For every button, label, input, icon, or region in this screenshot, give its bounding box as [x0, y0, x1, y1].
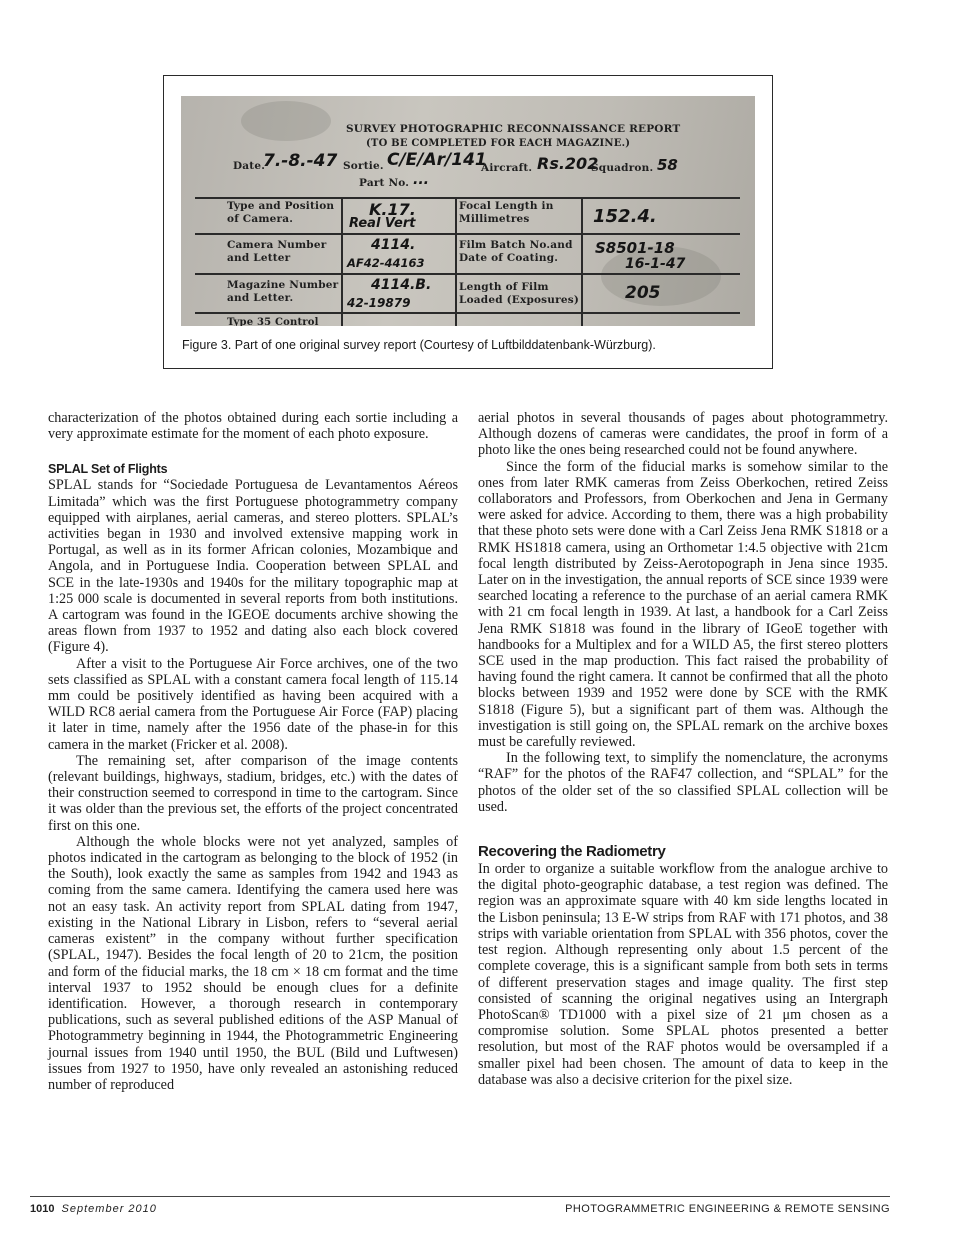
figure-caption: Figure 3. Part of one original survey report (Courtesy of Luftbilddatenbank-Würzburg). — [182, 338, 656, 352]
table-rule — [195, 233, 740, 235]
row1-label-line1: Type and Position — [227, 200, 335, 212]
table-rule — [341, 197, 343, 326]
row2-label-line1: Camera Number — [227, 239, 327, 251]
figure-3 — [163, 75, 773, 369]
section-heading-radiometry: Recovering the Radiometry — [478, 843, 666, 861]
row2-label3: Film Batch No.and — [459, 239, 573, 251]
squadron-label: Squadron. — [591, 162, 654, 174]
cut-row-label: Type 35 Control — [227, 317, 319, 326]
issue-date: September 2010 — [61, 1203, 157, 1215]
left-column — [48, 410, 458, 1093]
table-rule — [455, 197, 457, 326]
survey-report-photo — [181, 96, 755, 326]
footer-page-info — [30, 1203, 157, 1215]
date-value: 7.-8.-47 — [263, 151, 338, 171]
part-value: ... — [413, 172, 429, 188]
report-subtitle: (TO BE COMPLETED FOR EACH MAGAZINE.) — [366, 138, 631, 149]
table-rule — [195, 197, 740, 199]
journal-name: PHOTOGRAMMETRIC ENGINEERING & REMOTE SENSING — [565, 1203, 890, 1215]
paragraph: In the following text, to simplify the nomenclature, the acronyms “RAF” for the photos of the RAF47 collection, and “SPLAL” for the photos of the older set of the so classified SPLAL collection will be used. — [478, 750, 888, 815]
row1-label-line2: of Camera. — [227, 213, 294, 225]
report-title: SURVEY PHOTOGRAPHIC RECONNAISSANCE REPORT — [346, 123, 681, 135]
row2-label-line2: and Letter — [227, 252, 291, 264]
paragraph: SPLAL stands for “Sociedade Portuguesa de Levantamentos Aéreos Limitada” which was the first Portuguese photogrammetry company equipped with airplanes, aerial cameras, and stereo plotters. SPLAL’s activities began in 1930 and involved extensive mapping work in Portugal, as well as in its former African colonies, Mozambique and Angola, and in Portuguese India. Cooperation between SPLAL and SCE in the late-1930s and 1940s for the military topographic map at 1:25 000 scale is documented in several reports from both institutions. A cartogram was found in the IGEOE documents archive showing the areas flown from 1937 to 1952 and dating also each block covered (Figure 4). — [48, 477, 458, 656]
row3-label-line1: Magazine Number — [227, 279, 339, 291]
squadron-value: 58 — [657, 156, 678, 174]
paper-stain — [241, 101, 331, 141]
row1-value3: 152.4. — [593, 206, 657, 227]
row3-label-line2: and Letter. — [227, 292, 294, 304]
page-number: 1010 — [30, 1203, 55, 1215]
aircraft-value: Rs.202 — [537, 154, 599, 173]
row1-label3: Focal Length in — [459, 200, 554, 212]
row3-label4: Loaded (Exposures) — [459, 294, 580, 306]
row1-label4: Millimetres — [459, 213, 530, 225]
table-rule — [581, 197, 583, 326]
paragraph: In order to organize a suitable workflow from the analogue archive to the digital photo-geographic database, a test region was defined. The region was an approximate square with 40 km side lengths located in the Lisbon peninsula; 13 E-W strips from RAF with 171 photos, and 38 strips with variable orientation from SPLAL with 356 photos, cover the test region. Although representing only about 1.5 percent of the complete coverage, this is a significant sample from both sets in terms of different preservation stages and image quality. The first step consisted of scanning the original negatives using an Intergraph PhotoScan® TD1000 with a pixel size of 21 μm chosen as a compromise solution. Some SPLAL photos presented a better resolution, but most of the RAF photos would be oversampled if a smaller pixel had been chosen. The amount of data to keep in the database was also a decisive criterion for the pixel size. — [478, 861, 888, 1088]
part-label: Part No. — [359, 177, 410, 189]
paragraph: Although the whole blocks were not yet analyzed, samples of photos indicated in the cartogram as belonging to the block of 1952 (in the South), look exactly the same as samples from 1942 and 1943 as coming from the same camera. Identifying the camera used here was not an easy task. An activity report from SPLAL dating from 1947, existing in the National Library in Lisbon, refers to “several aerial cameras existent” in the company without further specification (SPLAL, 1947). Besides the focal length of 20 to 21cm, the position and form of the fiducial marks, the 18 cm × 18 cm format and the time interval 1937 to 1952 should be enough clues for a definite identification. However, a thorough research in contemporary publications, such as several published editions of the ASP Manual of Photogrammetry beginning in 1944, the Photogrammetric Engineering journal issues from 1940 until 1950, the BUL (Bild und Luftwesen) issues from 1927 to 1950, have only revealed an astonishing reduced number of reproduced — [48, 833, 458, 1093]
paragraph: aerial photos in several thousands of pages about photogrammetry. Although dozens of cameras were candidates, the proof in form of a photo like the ones being researched could not be found anywhere. — [478, 410, 888, 459]
aircraft-label: Aircraft. — [481, 162, 533, 174]
row3-value1: 4114.B. — [371, 277, 432, 293]
row2-value2: AF42-44163 — [347, 256, 425, 270]
row2-value3: S8501-18 — [595, 239, 675, 257]
row2-label4: Date of Coating. — [459, 252, 559, 264]
sortie-label: Sortie. — [343, 160, 384, 172]
row2-value1: 4114. — [371, 237, 416, 253]
row3-value3: 205 — [625, 283, 661, 303]
table-rule — [195, 312, 740, 314]
row3-value2: 42-19879 — [347, 296, 411, 310]
paragraph: The remaining set, after comparison of the image contents (relevant buildings, highways, stadium, bridges, etc.) with the dates of their construction seemed to correspond in time to the cartogram. Since it was older than the previous set, the efforts of the project concentrated first on this one. — [48, 752, 458, 834]
row2-value4: 16-1-47 — [625, 256, 686, 272]
paragraph: After a visit to the Portuguese Air Force archives, one of the two sets classified as SPLAL with a constant camera focal length of 115.14 mm could be positively identified as having been acquired with a WILD RC8 aerial camera from the Portuguese Air Force (FAP) placing it later in time, namely after the 1956 date of the phase-in for this camera in the market (Fricker et al. 2008). — [48, 655, 458, 753]
table-rule — [195, 273, 740, 275]
sortie-value: C/E/Ar/141 — [387, 150, 487, 170]
section-heading-splal: SPLAL Set of Flights — [48, 462, 168, 477]
right-column — [478, 410, 888, 1088]
date-label: Date. — [233, 160, 266, 172]
footer-rule — [30, 1196, 890, 1197]
paragraph: Since the form of the fiducial marks is somehow similar to the ones from later RMK cameras from Zeiss Oberkochen, retired Zeiss collaborators and Professors, from Oberkochen and Jena in Germany were asked for advice. According to them, there was a high probability that these photo sets were done with a Carl Zeiss Jena RMK S1818 or a RMK HS1818 camera, using an Orthometar 1:4.5 objective with 21cm focal length distributed by Zeiss-Aerotopograph in Jena since 1935. Later on in the investigation, the annual reports of SCE since 1939 were searched locating a reference to the purchase of an aerial camera RMK with 21 cm focal length in 1939. At last, a handbook for a Carl Zeiss Jena RMK S1818 was found in the library of IGeoE together with handbooks for a Multiplex and for a WILD A5, the first stereo plotters SCE used in the map production. This fact raised the probability of having found the right camera. It cannot be confirmed that all the photo blocks between 1939 and 1952 were done by SCE with the RMK S1818 (Figure 5), but a significant part of them was. Although the investigation is still going on, the SPLAL remark on the archive boxes must be carefully reviewed. — [478, 458, 888, 751]
row1-value1: K.17. — [369, 200, 416, 219]
row3-label3: Length of Film — [459, 281, 549, 293]
row1-value2: Real Vert — [349, 216, 416, 231]
paragraph: characterization of the photos obtained during each sortie including a very approximate estimate for the moment of each photo exposure. — [48, 410, 458, 443]
